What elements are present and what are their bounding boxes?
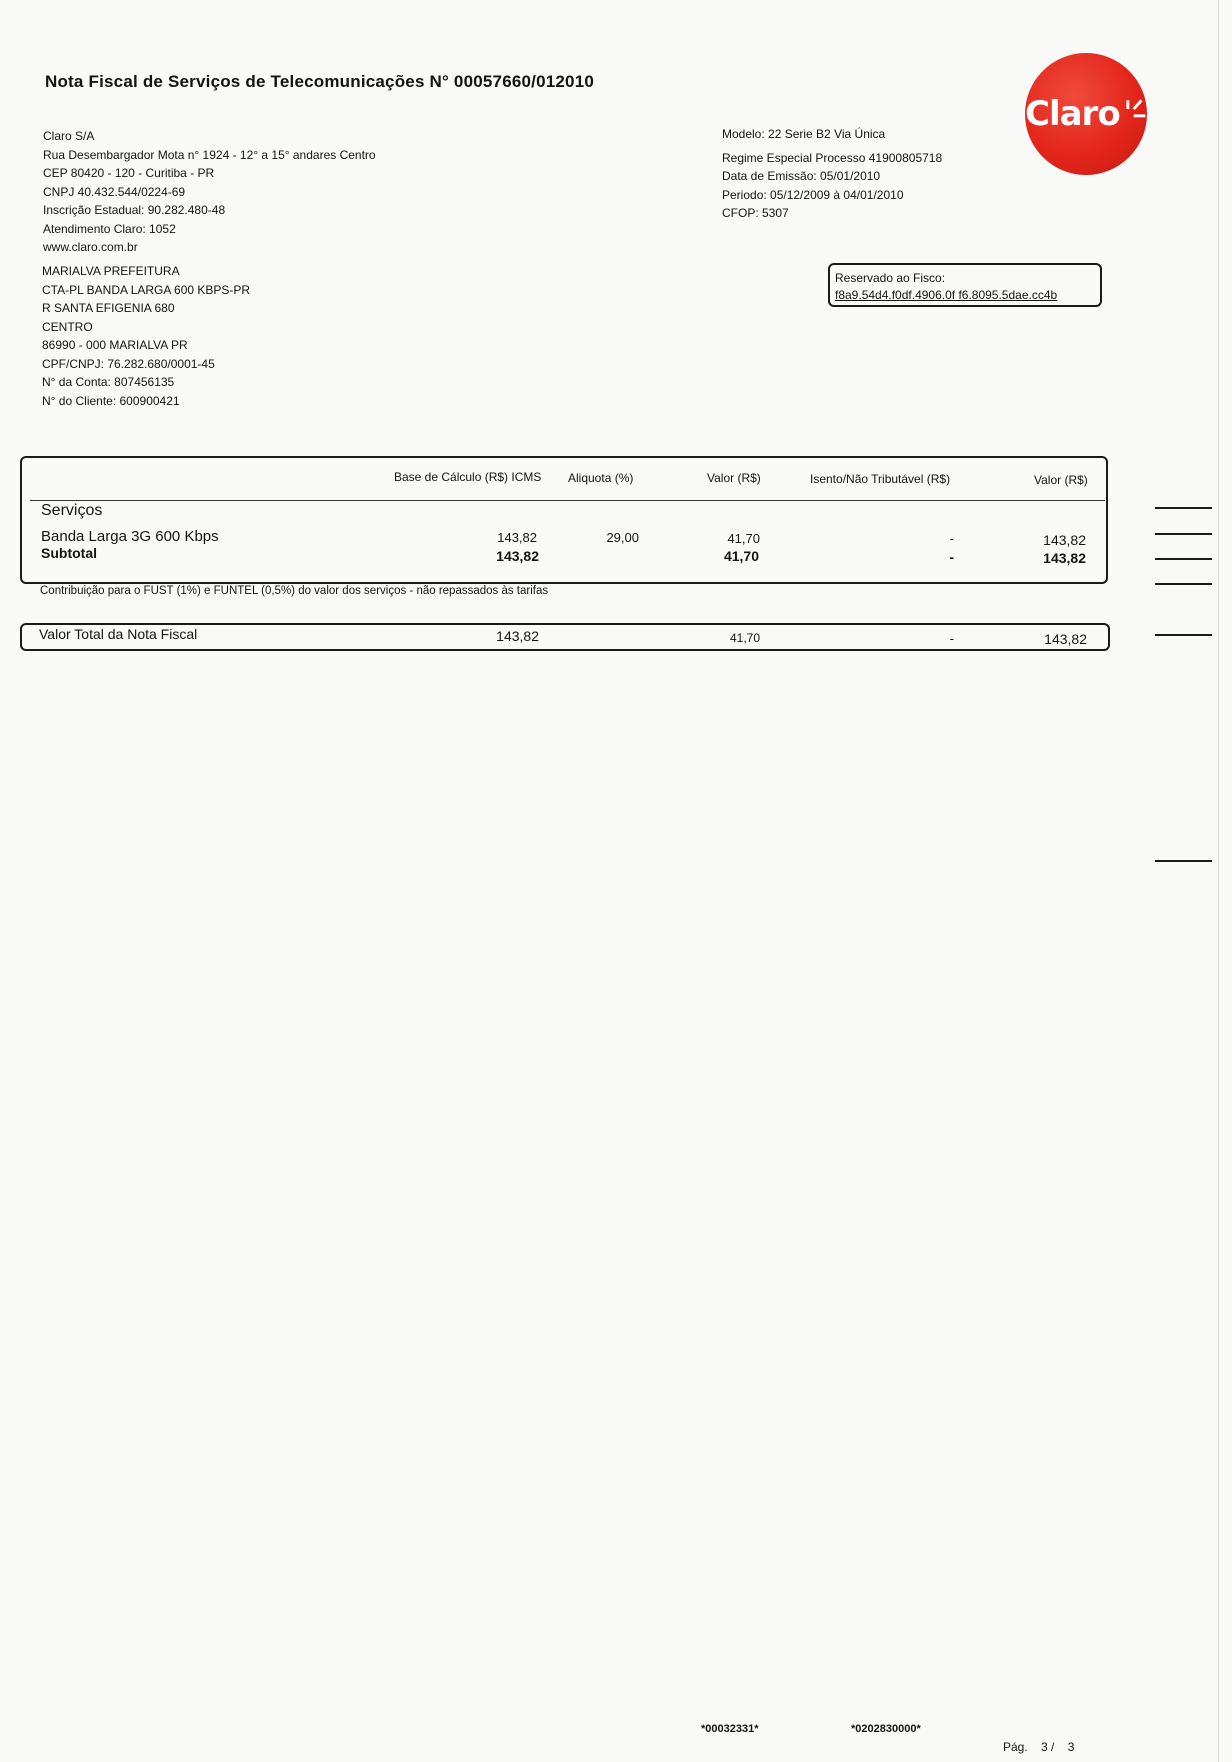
subtotal-label: Subtotal [41,545,97,561]
row-valor-total: 143,82 [1043,532,1086,548]
issuer-info [43,127,376,257]
total-valor-total: 143,82 [1044,631,1087,647]
meta-line: Periodo: 05/12/2009 à 04/01/2010 [722,187,904,202]
invoice-meta [722,125,942,223]
issuer-line: CEP 80420 - 120 - Curitiba - PR [43,166,215,180]
header-isento: Isento/Não Tributável (R$) [810,472,951,486]
barcode-code-2: *0202830000* [851,1723,921,1735]
page-indicator [1003,1740,1074,1754]
fisco-box [828,263,1102,307]
issuer-line: www.claro.com.br [43,240,138,254]
customer-info [42,262,250,410]
header-valor-total: Valor (R$) [1034,473,1088,487]
issuer-line: CNPJ 40.432.544/0224-69 [43,184,186,199]
issuer-line: Inscrição Estadual: 90.282.480-48 [43,203,226,217]
claro-logo [1025,53,1147,175]
margin-mark [1155,558,1212,560]
customer-line: N° da Conta: 807456135 [42,375,175,389]
page-label: Pág. [1003,1740,1028,1754]
total-base: 143,82 [496,628,539,644]
total-label: Valor Total da Nota Fiscal [39,626,198,642]
page-total: 3 [1067,1740,1075,1754]
barcode-code-1: *00032331* [701,1723,759,1735]
issuer-line: Atendimento Claro: 1052 [43,221,176,236]
customer-line: CENTRO [42,319,93,334]
header-divider [30,500,1105,501]
subtotal-valor: 41,70 [723,548,759,564]
meta-line: CFOP: 5307 [722,206,789,220]
page-edge [1218,0,1219,1762]
total-isento: - [949,631,954,646]
issuer-line: Claro S/A [43,129,95,143]
customer-line: 86990 - 000 MARIALVA PR [42,338,188,352]
row-isento: - [949,531,954,546]
row-valor: 41,70 [727,531,760,546]
margin-mark [1155,533,1212,535]
customer-line: CTA-PL BANDA LARGA 600 KBPS-PR [42,282,251,297]
subtotal-valor-total: 143,82 [1043,550,1086,566]
margin-mark [1155,634,1212,636]
subtotal-base: 143,82 [496,548,539,564]
margin-mark [1155,583,1212,585]
fust-note: Contribuição para o FUST (1%) e FUNTEL (0,5%) do valor dos serviços - não repassados às tarifas [40,585,549,597]
invoice-title: Nota Fiscal de Serviços de Telecomunicações N° 00057660/012010 [45,72,595,91]
subtotal-isento: - [949,549,954,565]
customer-line: N° do Cliente: 600900421 [42,393,180,408]
header-aliquota: Aliquota (%) [568,471,634,485]
margin-mark [1155,860,1212,862]
meta-line: Regime Especial Processo 41900805718 [722,150,943,165]
total-valor: 41,70 [729,631,760,645]
issuer-line: Rua Desembargador Mota n° 1924 - 12° a 15° andares Centro [43,147,376,162]
fisco-code: f8a9.54d4.f0df.4906.0f f6.8095.5dae.cc4b [835,288,1058,302]
meta-line: Modelo: 22 Serie B2 Via Única [722,127,886,141]
header-base: Base de Cálculo (R$) ICMS [394,470,542,484]
header-valor: Valor (R$) [707,471,761,485]
page-number: 3 / [1041,1740,1055,1754]
row-description: Banda Larga 3G 600 Kbps [41,528,219,545]
row-base: 143,82 [497,530,537,545]
meta-line: Data de Emissão: 05/01/2010 [722,169,881,183]
row-aliquota: 29,00 [606,530,639,545]
customer-line: R SANTA EFIGENIA 680 [42,301,175,315]
margin-mark [1155,507,1212,509]
fisco-label: Reservado ao Fisco: [835,271,946,285]
customer-line: MARIALVA PREFEITURA [42,264,180,278]
customer-line: CPF/CNPJ: 76.282.680/0001-45 [42,356,215,371]
logo-text: Claro [1025,94,1120,134]
logo-rays-icon [1122,96,1147,126]
section-title: Serviços [41,502,103,519]
